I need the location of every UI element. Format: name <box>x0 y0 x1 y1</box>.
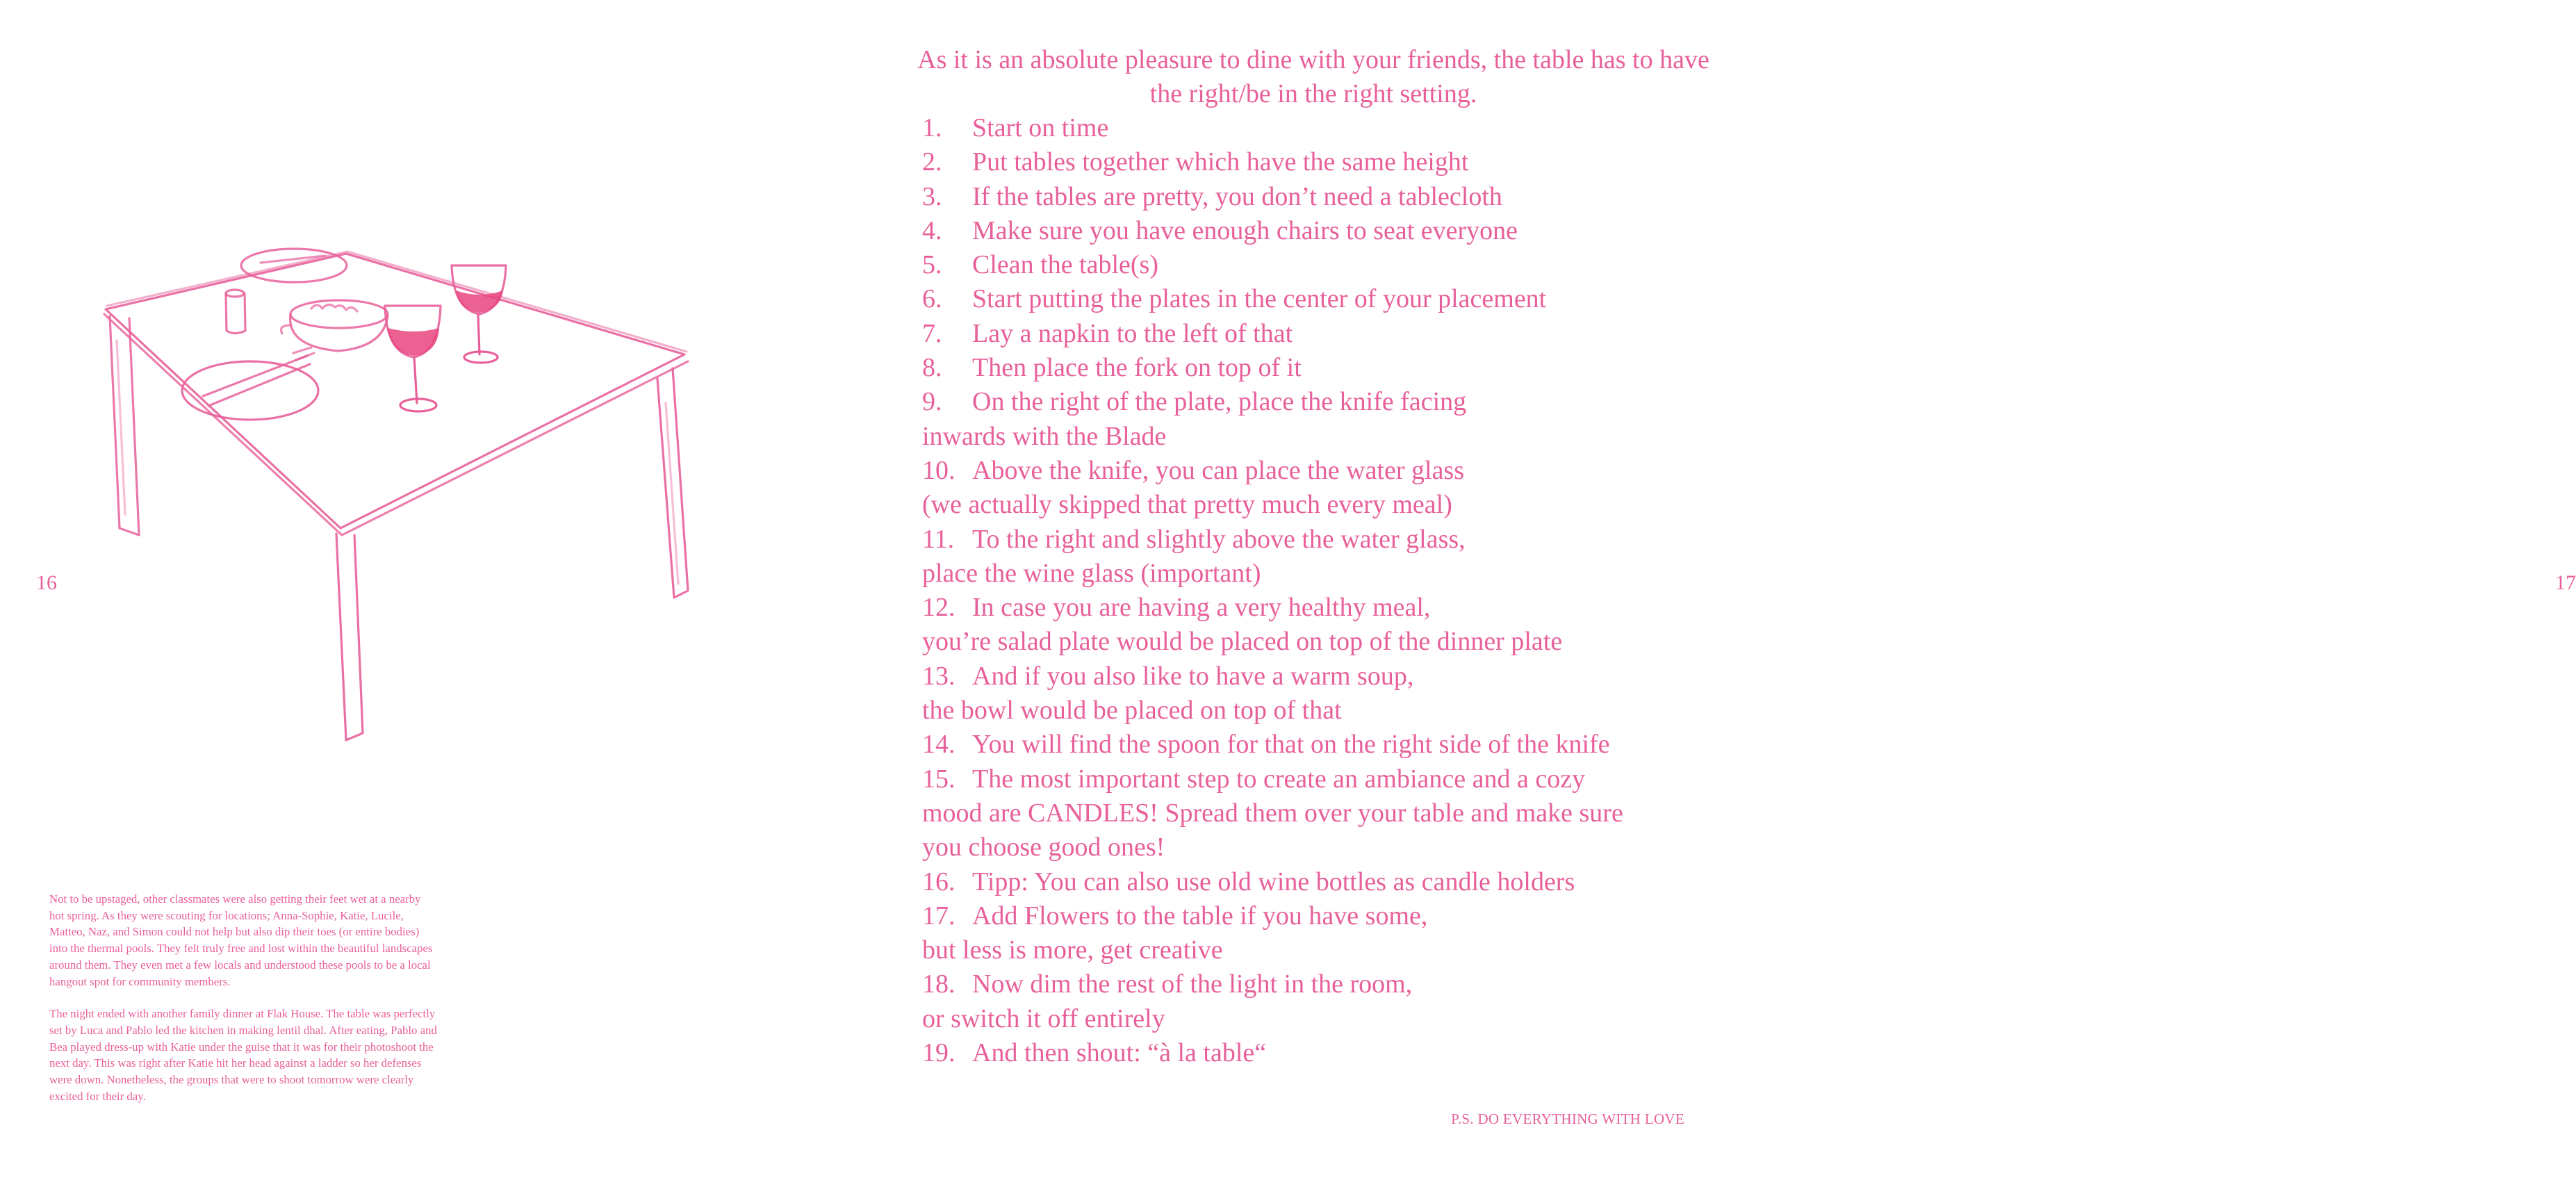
step-number: 12. <box>922 593 955 623</box>
intro-text: As it is an absolute pleasure to dine with your friends, the table has to have the right/be in the right setting. <box>917 45 1709 109</box>
step-text: Now dim the rest of the light in the room, <box>972 969 1413 999</box>
step-number: 10. <box>922 455 955 485</box>
step-item <box>922 523 1707 557</box>
step-number: 16. <box>922 867 955 896</box>
story-text <box>49 891 438 1120</box>
step-item <box>922 1036 1707 1070</box>
step-continuation: or switch it off entirely <box>922 1004 1165 1033</box>
step-number: 8. <box>922 353 942 383</box>
postscript: P.S. DO EVERYTHING WITH LOVE <box>1451 1111 1684 1127</box>
step-continuation: (we actually skipped that pretty much every meal) <box>922 490 1452 520</box>
step-text: And then shout: “à la table“ <box>972 1038 1267 1068</box>
step-item <box>922 282 1707 316</box>
step-text: On the right of the plate, place the knife facing <box>972 387 1467 417</box>
step-text: To the right and slightly above the water glass, <box>972 524 1466 554</box>
step-text: The most important step to create an ambiance and a cozy <box>972 764 1586 794</box>
step-continuation: but less is more, get creative <box>922 935 1223 965</box>
step-continuation: inwards with the Blade <box>922 421 1167 451</box>
left-page <box>0 0 869 1196</box>
step-number: 18. <box>922 969 955 999</box>
steps-list <box>922 111 1707 1070</box>
step-text: Put tables together which have the same height <box>972 147 1469 177</box>
step-number: 3. <box>922 181 942 211</box>
step-item <box>922 385 1707 419</box>
step-text: If the tables are pretty, you don’t need a tablecloth <box>972 181 1502 211</box>
step-text: Make sure you have enough chairs to seat everyone <box>972 215 1518 245</box>
step-continuation: you’re salad plate would be placed on top of the dinner plate <box>922 627 1563 657</box>
step-text: And if you also like to have a warm soup, <box>972 661 1414 691</box>
step-number: 9. <box>922 387 942 417</box>
step-number: 1. <box>922 113 942 142</box>
table-setting-sketch-icon <box>90 236 716 751</box>
step-continuation: place the wine glass (important) <box>922 558 1261 588</box>
page-number-left: 16 <box>36 571 57 594</box>
step-number: 5. <box>922 250 942 280</box>
step-text: Then place the fork on top of it <box>972 353 1302 383</box>
step-continuation: the bowl would be placed on top of that <box>922 696 1342 726</box>
step-item <box>922 317 1707 351</box>
step-item <box>922 145 1707 179</box>
step-item <box>922 899 1707 933</box>
step-number: 11. <box>922 524 955 554</box>
step-number: 19. <box>922 1038 955 1068</box>
step-item <box>922 660 1707 694</box>
step-text: Above the knife, you can place the water glass <box>972 455 1465 485</box>
story-paragraph: The night ended with another family dinner at Flak House. The table was perfectly set by Luca and Pablo led the kitchen in making lentil dhal. After eating, Pablo and Bea played dress-up with Katie under the guise that it was for their photoshoot the next day. This was right after Katie hit her head against a ladder so her defenses were down. Nonetheless, the groups that were to shoot tomorrow were clearly excited for their day. <box>49 1007 437 1103</box>
step-item <box>922 454 1707 488</box>
step-item <box>922 111 1707 145</box>
step-continuation: mood are CANDLES! Spread them over your table and make sure <box>922 798 1623 828</box>
step-item <box>922 351 1707 385</box>
step-item <box>922 248 1707 282</box>
step-item <box>922 214 1707 248</box>
step-number: 4. <box>922 215 942 245</box>
step-number: 15. <box>922 764 955 794</box>
step-text: Lay a napkin to the left of that <box>972 318 1293 348</box>
step-item <box>922 967 1707 1001</box>
step-number: 14. <box>922 730 955 760</box>
step-item <box>922 591 1707 625</box>
step-number: 2. <box>922 147 942 177</box>
step-item <box>922 865 1707 899</box>
step-text: In case you are having a very healthy meal, <box>972 593 1431 623</box>
step-text: You will find the spoon for that on the right side of the knife <box>972 730 1610 760</box>
step-text: Start on time <box>972 113 1109 142</box>
step-item <box>922 180 1707 214</box>
step-number: 6. <box>922 284 942 314</box>
step-continuation: you choose good ones! <box>922 833 1165 862</box>
step-number: 13. <box>922 661 955 691</box>
step-text: Start putting the plates in the center of your placement <box>972 284 1547 314</box>
story-paragraph: Not to be upstaged, other classmates were also getting their feet wet at a nearby hot spring. As they were scouting for locations; Anna-Sophie, Katie, Lucile, Matteo, Naz, and Simon could not help but also dip their toes (or entire bodies) into the thermal pools. They felt truly free and lost within the beautiful landscapes around them. They even met a few locals and understood these pools to be a local hangout spot for community members. <box>49 892 433 988</box>
step-text: Clean the table(s) <box>972 250 1159 280</box>
step-item <box>922 728 1707 762</box>
step-item <box>922 762 1707 796</box>
step-text: Tipp: You can also use old wine bottles as candle holders <box>972 867 1575 896</box>
step-number: 7. <box>922 318 942 348</box>
page-number-right: 17 <box>2555 571 2576 594</box>
step-text: Add Flowers to the table if you have some, <box>972 901 1428 931</box>
step-number: 17. <box>922 901 955 931</box>
